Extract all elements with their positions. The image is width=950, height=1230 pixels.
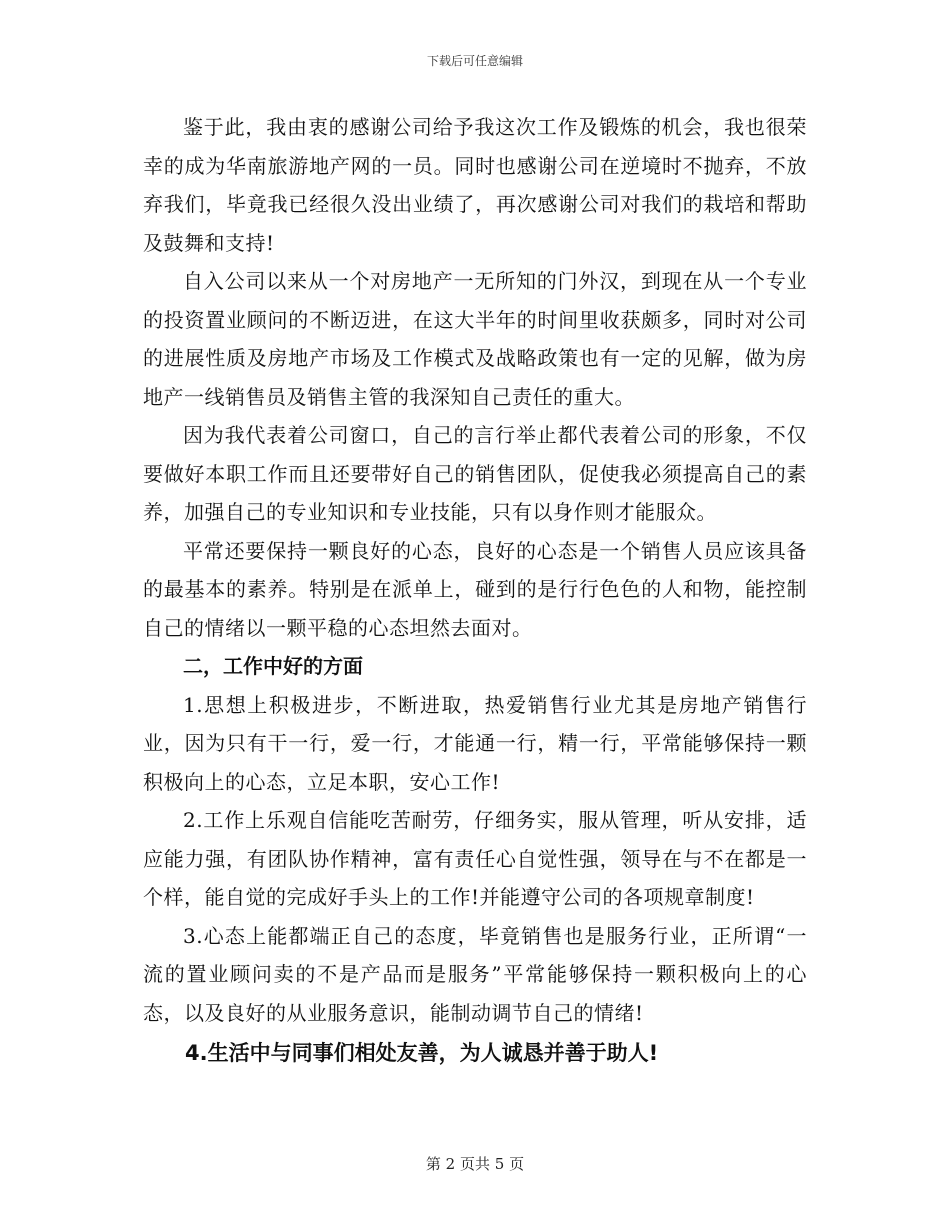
page-header: 下载后可任意编辑 <box>426 54 523 68</box>
list-item-work: 2.工作上乐观自信能吃苦耐劳，仔细务实，服从管理，听从安排，适应能力强，有团队协作精神，富有责任心自觉性强，领导在与不在都是一个样，能自觉的完成好手头上的工作!并能遵守公司的各项规章制度! <box>143 808 807 909</box>
section-heading: 二，工作中好的方面 <box>183 654 363 678</box>
document-body <box>143 108 807 1073</box>
paragraph-gratitude: 鉴于此，我由衷的感谢公司给予我这次工作及锻炼的机会，我也很荣幸的成为华南旅游地产网的一员。同时也感谢公司在逆境时不抛弃，不放弃我们，毕竟我已经很久没出业绩了，再次感谢公司对我们的栽培和帮助及鼓舞和支持! <box>143 115 807 255</box>
paragraph-attitude: 平常还要保持一颗良好的心态，良好的心态是一个销售人员应该具备的最基本的素养。特别是在派单上，碰到的是行行色色的人和物，能控制自己的情绪以一颗平稳的心态坦然去面对。 <box>143 538 807 640</box>
paragraph-experience: 自入公司以来从一个对房地产一无所知的门外汉，到现在从一个专业的投资置业顾问的不断迈进，在这大半年的时间里收获颇多，同时对公司的进展性质及房地产市场及工作模式及战略政策也有一定的见解，做为房地产一线销售员及销售主管的我深知自己责任的重大。 <box>143 269 807 409</box>
paragraph-responsibility: 因为我代表着公司窗口，自己的言行举止都代表着公司的形象，不仅要做好本职工作而且还要带好自己的销售团队，促使我必须提高自己的素养，加强自己的专业知识和专业技能，只有以身作则才能服众。 <box>143 423 807 524</box>
list-item-thinking: 1.思想上积极进步，不断进取，热爱销售行业尤其是房地产销售行业，因为只有干一行，爱一行，才能通一行，精一行，平常能够保持一颗积极向上的心态，立足本职，安心工作! <box>143 692 807 794</box>
page-footer: 第 2 页共 5 页 <box>425 1155 525 1173</box>
list-item-mindset: 3.心态上能都端正自己的态度，毕竟销售也是服务行业，正所谓“一流的置业顾问卖的不是产品而是服务”平常能够保持一颗积极向上的心态，以及良好的从业服务意识，能制动调节自己的情绪! <box>143 923 807 1025</box>
list-item-life: 4.生活中与同事们相处友善，为人诚恳并善于助人! <box>185 1041 659 1065</box>
